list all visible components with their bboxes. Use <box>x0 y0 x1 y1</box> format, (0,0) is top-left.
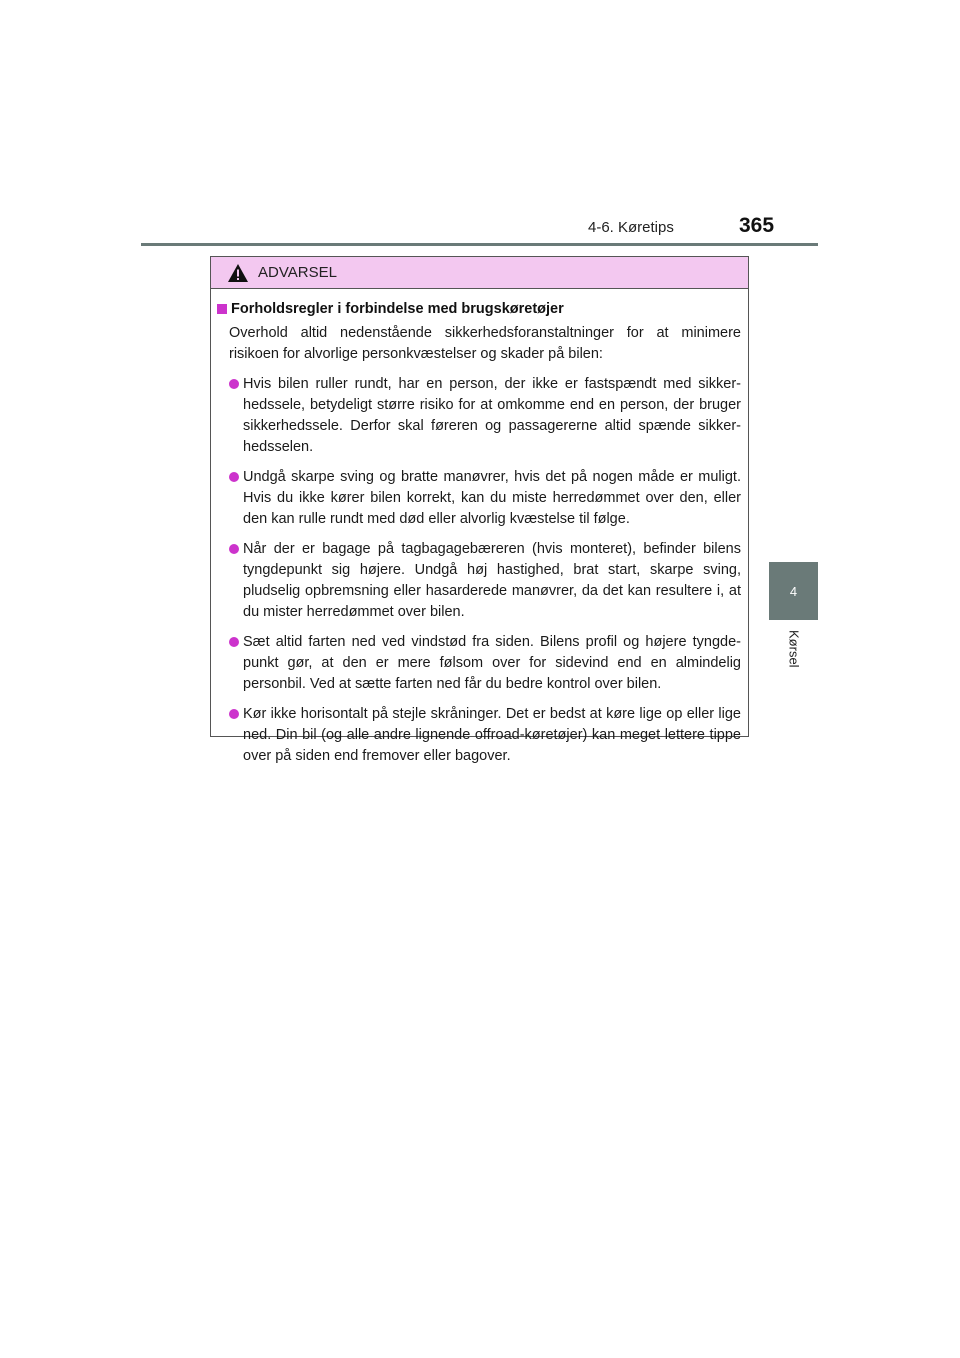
warning-body <box>211 289 748 767</box>
list-item <box>217 704 741 767</box>
list-item-text: Når der er bagage på tagbagagebæreren (hvis monteret), befinder bilens tyngdepunkt sig højere. Undgå høj hastighed, brat start, skarpe sving, pludselig opbremsning eller hasarderede manøvrer, da det kan resultere i, at du mister herredømmet over bilen. <box>243 541 741 620</box>
chapter-number: 4 <box>789 583 798 599</box>
warning-triangle-icon <box>227 263 249 283</box>
section-title <box>217 301 741 317</box>
warning-title: ADVARSEL <box>258 264 337 281</box>
list-item-text: Hvis bilen ruller rundt, har en person, der ikke er fastspændt med sikkerhedssele, betydeligt større risiko for at omkomme end en person, der bruger sikkerhedssele. Derfor skal føreren og passagererne altid spænde sikkerhedsselen. <box>243 376 741 455</box>
header-rule <box>141 243 818 246</box>
section-heading: 4-6. Køretips <box>588 219 674 236</box>
list-item <box>217 467 741 530</box>
circle-bullet-icon <box>229 379 239 389</box>
list-item <box>217 539 741 623</box>
warning-box <box>210 256 749 764</box>
list-item-text: Kør ikke horisontalt på stejle skråninger. Det er bedst at køre lige op eller lige ned. Din bil (og alle andre lignende offroad-køretøjer) kan meget lettere tippe over på siden end fremover eller bagover. <box>243 706 741 764</box>
circle-bullet-icon <box>229 709 239 719</box>
chapter-label: Kørsel <box>786 630 802 668</box>
chapter-tab[interactable] <box>769 562 818 620</box>
page-number: 365 <box>739 214 775 237</box>
section-title-text: Forholdsregler i forbindelse med brugskøretøjer <box>231 301 564 317</box>
list-item <box>217 374 741 458</box>
list-item-text: Undgå skarpe sving og bratte manøvrer, hvis det på nogen måde er muligt. Hvis du ikke kører bilen korrekt, kan du miste herredømmet over den, eller den kan rulle rundt med død eller alvorlig kvæstelse til følge. <box>243 469 741 527</box>
list-item <box>217 632 741 695</box>
circle-bullet-icon <box>229 472 239 482</box>
circle-bullet-icon <box>229 544 239 554</box>
list-item-text: Sæt altid farten ned ved vindstød fra siden. Bilens profil og højere tyngdepunkt gør, at den er mere følsom over for sidevind end en almindelig personbil. Ved at sætte farten ned får du bedre kontrol over bilen. <box>243 634 741 692</box>
warning-header <box>211 257 748 289</box>
square-bullet-icon <box>217 304 227 314</box>
circle-bullet-icon <box>229 637 239 647</box>
intro-paragraph: Overhold altid nedenstående sikkerhedsforanstaltninger for at minimere risikoen for alvorlige personkvæstelser og skader på bilen: <box>229 325 741 362</box>
